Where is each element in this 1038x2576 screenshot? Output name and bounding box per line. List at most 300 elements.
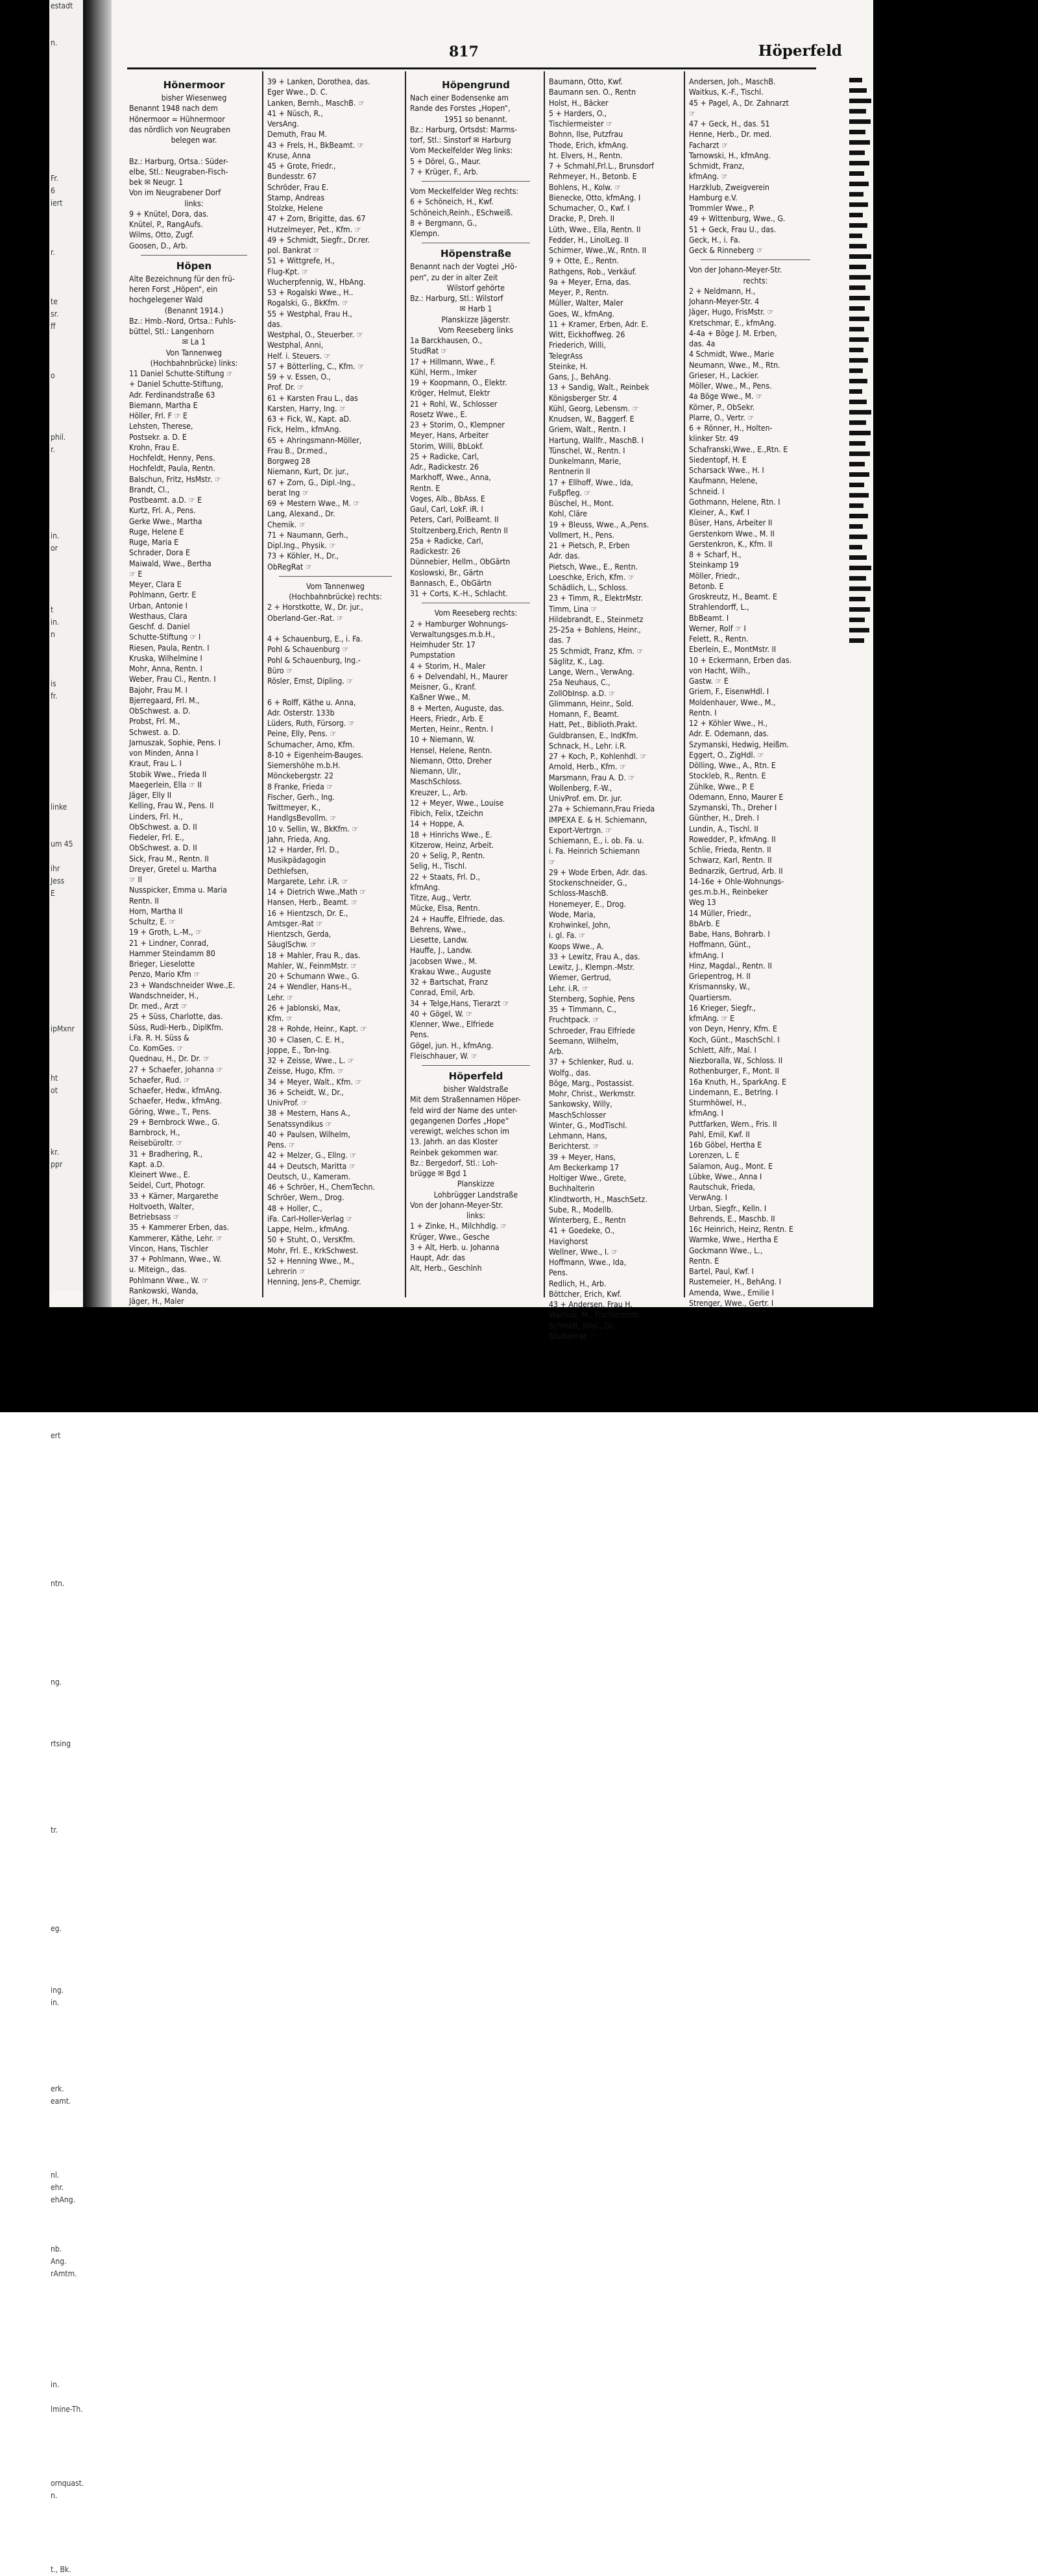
margin-fragment [49,2366,83,2379]
directory-line: Penzo, Mario Kfm ☞ [129,970,200,980]
directory-line: 8 + Bergmann, G., [410,218,477,228]
directory-line: 4 Schmidt, Wwe., Marie [689,350,774,359]
directory-line: VersAng. [267,119,299,128]
directory-line: 23 + Wandschneider Wwe.,E. [129,980,235,990]
directory-line: 63 + Fick, W., Kapt. aD. [267,415,352,424]
margin-fragment [49,357,83,370]
directory-line: Möller, Friedr., [689,571,740,581]
directory-line: 27 + Koch, P., Kohlenhdl. ☞ [549,752,647,761]
directory-line: Johann-Meyer-Str. 4 [689,297,760,306]
directory-line: Neumann, Wwe., M., Rtn. [689,360,780,370]
directory-line: Rehmeyer, H., Betonb. E [549,172,637,182]
margin-fragment [49,271,83,283]
margin-fragment [49,12,83,25]
directory-line: Niezboralla, W., Schloss. II [689,1056,783,1065]
margin-fragment [49,2551,83,2564]
edge-mark [849,524,863,529]
margin-fragment [49,1171,83,1183]
directory-line: Bz.: Hmb.-Nord, Ortsa.: Fuhls- [129,316,236,326]
directory-line: Hoffmann, Günt., [689,940,751,950]
directory-line: kfmAng. I [689,1109,723,1118]
directory-line: Vom Meckelfelder Weg links: [410,146,513,156]
directory-line: HandlgsBevollm. ☞ [267,813,337,823]
directory-line: Hammer Steindamm 80 [129,948,215,958]
margin-fragment [49,1368,83,1380]
margin-fragment: estadt [51,1,73,10]
margin-fragment [49,567,83,579]
directory-line: Wolfg., das. [549,1068,591,1077]
directory-line: Scharsack Wwe., H. I [689,466,764,475]
directory-line: Büser, Hans, Arbeiter II [689,518,773,528]
directory-line: 20 + Schumann Wwe., G. [267,972,360,981]
directory-line: Steinke, H. [549,361,588,371]
margin-fragment: ipMxnr [51,1024,75,1033]
directory-line: Bz.: Harburg, Ortsdst: Marms- [410,125,518,134]
directory-line: das nördlich von Neugraben [129,125,231,134]
directory-line: Adr. das. [549,551,580,561]
directory-line: Stolzke, Helene [267,204,323,213]
margin-fragment: E [51,889,55,898]
directory-line: Kruse, Anna [267,150,311,160]
directory-line: 3 + Alt, Herb. u. Johanna [410,1242,500,1252]
margin-fragment [49,1257,83,1270]
directory-line: bisher Waldstraße [443,1085,509,1094]
directory-line: 7 + Krüger, F., Arb. [410,167,479,176]
directory-line: iFa. Carl-Holler-Verlag ☞ [267,1214,353,1223]
directory-line: UnivProf. em. Dr. jur. [549,794,622,803]
directory-line: Sternberg, Sophie, Pens [549,994,635,1004]
margin-fragment [49,234,83,247]
margin-fragment [49,1701,83,1713]
directory-line: brügge ✉ Bgd 1 [410,1169,467,1178]
directory-line: Dunkelmann, Marie, [549,457,622,466]
margin-fragment: n [51,630,55,639]
margin-fragment [49,1910,83,1923]
margin-fragment [49,1109,83,1122]
directory-line: Brieger, Lieselotte [129,959,195,969]
directory-line: Henne, Herb., Dr. med. [689,130,772,139]
directory-line: Ruge, Helene E [129,527,184,536]
margin-fragment: r. [51,248,55,257]
directory-line: 55 + Westphal, Frau H., [267,309,352,319]
edge-mark [849,586,871,591]
margin-fragment [49,1713,83,1726]
directory-line: 16 Krieger, Siegfr., [689,1003,756,1013]
directory-line: Andersen, Joh., MaschB. [689,77,776,86]
directory-line: Knütel, P., RangAufs. [129,220,203,229]
directory-line: Amtsger.-Rat ☞ [267,919,323,928]
directory-line: Vincon, Hans, Tischler [129,1244,208,1253]
directory-line: 14 + Hoppe, A. [410,819,465,829]
margin-fragment [49,2219,83,2231]
directory-line: 29 + Bernbrock Wwe., G. [129,1117,220,1127]
directory-line: Rösler, Ernst, Dipling. ☞ [267,677,354,686]
edge-mark [849,317,869,321]
directory-line: Heimhuder Str. 17 [410,640,476,649]
directory-line: 8 + Scharf, H., [689,550,742,559]
directory-line: Hoffmann, Wwe., Ida, [549,1258,627,1267]
directory-line: Amenda, Wwe., Emilie I [689,1288,774,1297]
directory-line [129,145,259,156]
directory-line: Mit dem Straßennamen Höper- [410,1095,521,1105]
margin-fragment [49,1319,83,1331]
directory-line: Lundin, A., Tischl. II [689,824,758,834]
edge-mark [849,358,868,363]
directory-line: Strahlendorff, L., [689,603,749,612]
margin-fragment [49,1380,83,1393]
directory-line: Grieser, H., Lackier. [689,370,760,380]
directory-line: Griem, Walt., Rentn. I [549,425,626,435]
directory-line: Benannt nach der Vogtei „Hö- [410,262,518,272]
directory-line: Chemik. ☞ [267,520,306,529]
directory-line: 53 + Rogalski Wwe., H.. [267,288,354,297]
margin-fragment [49,111,83,123]
directory-line: 17 + Ellhoff, Wwe., Ida, [549,477,633,487]
margin-fragment [49,86,83,99]
directory-line: 22 + Staats, Frl. D., [410,872,481,882]
directory-line: Adr. Osterstr. 133b [267,708,335,717]
margin-fragment [49,493,83,505]
margin-fragment: nb. [51,2245,62,2254]
directory-line: Haupt, Adr. das [410,1253,465,1262]
directory-line: Reinbek gekommen war. [410,1148,498,1157]
edge-mark [849,545,862,549]
street-heading: Hönermoor [163,79,225,91]
directory-line: Lehr. ☞ [267,993,294,1002]
directory-line: Timm, Lina ☞ [549,604,597,614]
margin-fragment [49,1393,83,1405]
directory-line: Pens. [410,1030,429,1040]
edge-mark [849,306,865,311]
directory-line: Meyer, P., Rentn. [549,288,609,297]
directory-line: Sick, Frau M., Rentn. II [129,854,209,863]
directory-line: Kaßner Wwe., M. [410,693,471,703]
directory-line: Kfm. ☞ [267,1014,293,1023]
directory-line: 4 + Storim, H., Maler [410,661,486,671]
directory-line: Hildebrandt, E., Steinmetz [549,614,644,624]
directory-line: 28 + Rohde, Heinr., Kapt. ☞ [267,1024,367,1034]
directory-line: 6 + Rolff, Käthe u. Anna, [267,697,356,707]
directory-line: 49 + Wittenburg, Wwe., G. [689,214,786,224]
directory-line: Klempn. [410,229,440,238]
directory-line: Vom Reeseberg rechts: [434,608,518,618]
margin-fragment [49,2317,83,2329]
directory-line: 12 + Harder, Frl. D., [267,845,339,854]
directory-line: BbBeamt. I [689,613,729,623]
directory-line: kfmAng. ☞ [689,172,728,182]
directory-line: Schirmer, Wwe.,W., Rntn. II [549,246,647,255]
margin-fragment [49,1775,83,1787]
directory-line: Voges, Alb., BbAss. E [410,494,485,503]
margin-fragment [49,2502,83,2514]
directory-line: Henning, Jens-P., Chemigr. [267,1277,361,1287]
directory-line: Marsmann, Frau A. D. ☞ [549,773,635,782]
directory-line: BbArb. E [689,919,720,928]
directory-line: Szymanski, Th., Dreher I [689,803,777,812]
directory-line: Holtvoeth, Walter, [129,1201,195,1211]
column-3 [408,77,544,1299]
directory-line: Westhaus, Clara [129,611,187,621]
directory-line: 35 + Timmann, C., [549,1005,616,1014]
directory-line: Baumann, Otto, Kwf. [549,77,623,86]
directory-line: Rentn. E [689,1256,719,1266]
directory-line: Kurtz, Frl. A., Pens. [129,506,196,516]
column-divider [262,71,263,1297]
directory-line: Wellner, Wwe., I. ☞ [549,1247,618,1257]
directory-line: 21 + Lindner, Conrad, [129,938,209,948]
edge-mark [849,150,865,155]
margin-fragment [49,1208,83,1220]
directory-line: Frau B., Dr.med., [267,446,328,455]
directory-line: 23 + Timm, R., ElektrMstr. [549,594,643,603]
directory-line: Koch, Günt., MaschSchl. I [689,1035,780,1044]
directory-line: Quartiersm. [689,993,732,1002]
directory-line: Pohl & Schauenburg, Ing.- [267,655,361,665]
directory-line: 21 + Rohl, W., Schlosser [410,399,498,409]
margin-fragment [49,2157,83,2169]
directory-line: Meyer, Clara E [129,580,182,589]
directory-line: Karsten, Harry, Ing. ☞ [267,403,346,413]
margin-fragment [49,382,83,394]
directory-line: 25-25a + Bohlens, Heinr., [549,625,641,634]
margin-fragment [49,2021,83,2034]
directory-line: Königsberger Str. 4 [549,393,618,403]
directory-line: Arnold, Herb., Kfm. ☞ [549,762,626,772]
directory-line: Bienecke, Otto, kfmAng. I [549,193,641,202]
directory-line: 21 + Pietsch, P., Erben [549,541,630,550]
directory-line: Szymanski, Hedwig, Heißm. [689,740,790,749]
directory-line: Schwest. a. D. [129,727,180,737]
directory-line: Siemershöhe m.b.H. [267,761,341,770]
margin-fragment: n. [51,38,58,47]
margin-fragment [49,1220,83,1233]
directory-line: Lorenzen, L. E [689,1151,740,1161]
directory-line: Lehr. i.R. ☞ [549,983,588,993]
directory-line: das. 4a [689,339,716,348]
directory-line: 51 + Wittgrefe, H., [267,256,335,266]
directory-line: pen“, zu der in alter Zeit [410,272,498,282]
directory-line: Lüders, Ruth, Fürsorg. ☞ [267,719,355,728]
margin-fragment [49,1306,83,1319]
directory-line: 19 + Groth, L.-M., ☞ [129,928,202,937]
directory-line: kfmAng. [410,882,441,892]
margin-fragment: ntn. [51,1579,65,1588]
directory-line: Alt, Herb., Geschlnh [410,1264,482,1273]
directory-line: 2 + Hamburger Wohnungs- [410,619,509,629]
margin-fragment [49,136,83,148]
directory-line: belegen war. [171,136,217,145]
directory-line: Senatssyndikus ☞ [267,1119,332,1129]
margin-fragment [49,1134,83,1146]
margin-fragment [49,259,83,271]
margin-fragment [49,518,83,530]
directory-line: Müller, Walter, Maler [549,298,623,308]
directory-line: Verwaltungsges.m.b.H., [410,629,496,639]
directory-line: Schloss-MaschB. [549,889,609,898]
directory-line: Bz.: Harburg, Stl.: Wilstorf [410,294,503,303]
directory-line: Hientzsch, Gerda, [267,930,332,939]
margin-fragment [49,1763,83,1775]
directory-line: Koslowski, Br., Gärtn [410,568,484,577]
directory-line: Niemann, Ulr., [410,767,461,776]
directory-line: bisher Wiesenweg [161,93,227,102]
margin-fragment: o [51,371,55,380]
directory-line: Mohr, Anna, Rentn. I [129,664,202,673]
directory-line: 2 + Neldmann, H., [689,286,756,296]
directory-line: Schultz, E. ☞ [129,917,176,926]
directory-line: Geck & Rinneberg ☞ [689,246,763,255]
directory-line: Horn, Martha II [129,906,183,916]
margin-fragment [49,715,83,727]
column-divider [684,71,685,1297]
margin-fragment: tr. [51,1825,58,1835]
margin-fragment [49,2046,83,2058]
directory-line: Babe, Hans, Bohrarb. I [689,930,770,939]
directory-line: 4 + Schauenburg, E., i. Fa. [267,634,363,644]
margin-fragment [49,2539,83,2551]
section-separator [701,259,810,260]
directory-line: ✉ La 1 [182,337,206,347]
column-1 [127,77,261,1306]
margin-fragment [49,1849,83,1861]
margin-fragment: ng. [51,1678,62,1687]
directory-line: 59 + v. Essen, O., [267,372,331,381]
directory-line: Kraut, Frau L. I [129,759,182,769]
directory-line: Titze, Aug., Vertr. [410,893,472,902]
directory-line: Bz.: Bergedorf, Stl.: Loh- [410,1158,498,1168]
column-4 [547,77,684,1341]
directory-line: Wiemer, Gertrud, [549,973,612,983]
margin-fragment [49,776,83,789]
directory-line: Krüger, Wwe., Gesche [410,1232,490,1242]
directory-line: Lehmann, Hans, [549,1131,607,1140]
directory-line: Fußpfleg. ☞ [549,488,591,498]
directory-line: Jäger, Hugo, FrisMstr. ☞ [689,307,774,317]
directory-line: ObSchwest. a. D. II [129,822,197,832]
margin-fragment [49,2108,83,2120]
margin-fragment [49,727,83,740]
directory-line: Liesette, Landw. [410,935,468,945]
directory-line: Schädlich, L., Schloss. [549,583,628,592]
directory-line: von Hacht, Wilh., [689,666,751,675]
directory-line: Ruge, Maria E [129,538,179,547]
directory-line: Gerstenkron, K., Kfm. II [689,539,773,549]
directory-line: 9a + Meyer, Erna, das. [549,277,631,287]
margin-fragment: fr. [51,692,58,701]
margin-fragment [49,1886,83,1898]
directory-line: 42 + Melzer, G., Ellng. ☞ [267,1151,357,1161]
directory-line: Dreyer, Gretel u. Martha [129,864,217,874]
directory-line: Schaefer, Rud. ☞ [129,1075,191,1085]
margin-fragment: r. [51,445,55,454]
directory-line: Koops Wwe., A. [549,941,604,951]
directory-line: Fischer, Gerh., Ing. [267,792,335,802]
margin-fragment [49,1035,83,1048]
directory-line: 45 + Pagel, A., Dr. Zahnarzt [689,98,789,108]
directory-line: 4a Böge Wwe., M. ☞ [689,392,762,402]
margin-fragment [49,1442,83,1454]
directory-line: 45 + Grote, Friedr., [267,162,336,171]
directory-line: 5 + Harders, O., [549,108,607,118]
directory-line: ☞ [689,108,695,118]
directory-line: Eberlein, E., MontMstr. II [689,645,777,655]
directory-line: Lüth, Wwe., Ella, Rentn. II [549,224,641,234]
directory-line: 25 Schmidt, Franz, Kfm. ☞ [549,646,644,656]
directory-line: Barnbrock, H., [129,1128,180,1137]
margin-fragment [49,2280,83,2293]
column-divider [544,71,545,1297]
directory-line: Rentn. E [410,483,441,493]
directory-line: Gockmann Wwe., L., [689,1246,763,1255]
directory-line: Mönckebergstr. 22 [267,771,333,781]
margin-fragment: in. [51,618,60,627]
directory-line: Bundesstr. 67 [267,172,317,182]
directory-line: Lange, Wern., VerwAng. [549,668,634,677]
directory-line: links: [184,199,204,208]
directory-line: Kohl, Cläre [549,509,588,519]
edge-mark [849,576,866,581]
edge-mark [849,472,869,477]
edge-mark [849,78,862,82]
margin-fragment [49,826,83,838]
directory-line: bek ✉ Neugr. 1 [129,178,184,187]
directory-line: Bajohr, Frau M. I [129,685,187,695]
directory-line: 13. Jahrh. an das Kloster [410,1137,498,1147]
edge-mark [849,503,863,508]
column-2 [265,77,405,1299]
directory-line: ZollObInsp. a.D. ☞ [549,688,616,698]
margin-fragment: kr. [51,1148,60,1157]
margin-fragment [49,937,83,949]
margin-fragment: ornquast. [51,2479,84,2488]
directory-line: 27 + Schaefer, Johanna ☞ [129,1065,223,1074]
directory-line: 16a Knuth, H., SparkAng. E [689,1077,787,1087]
margin-fragment [49,703,83,715]
edge-mark [849,202,868,207]
directory-line: Schumacher, O., Kwf. I [549,204,630,213]
directory-line: Hutzelmeyer, Pet., Kfm. ☞ [267,224,361,234]
directory-line: Dethlefsen, [267,866,309,876]
directory-line: Tarnowski, H., kfmAng. [689,150,771,160]
margin-fragment [49,210,83,222]
scan-border-right [873,0,1038,1412]
margin-fragment: phil. [51,433,66,442]
directory-line: Dipl.Ing., Physik. ☞ [267,541,336,550]
directory-line: Mücke, Elsa, Rentn. [410,904,480,913]
directory-line: 71 + Naumann, Gerh., [267,530,348,540]
margin-fragment [49,62,83,74]
margin-fragment: sr. [51,309,59,319]
directory-line: 67 + Zorn, G., Dipl.-Ing., [267,477,356,487]
margin-fragment [49,1491,83,1504]
edge-mark [849,628,869,632]
margin-fragment [49,1553,83,1565]
margin-fragment [49,419,83,431]
directory-line: Nusspicker, Emma u. Maria [129,885,227,895]
directory-line: Lang, Alexand., Dr. [267,509,335,519]
directory-line: Dracke, P., Dreh. II [549,214,615,224]
directory-line: Plarre, O., Vertr. ☞ [689,413,754,422]
margin-fragment [49,2145,83,2157]
directory-line: Westphal, Anni, [267,341,324,350]
margin-fragment: eamt. [51,2097,71,2106]
margin-fragment [49,1183,83,1196]
directory-line: Radickestr. 26 [410,547,461,556]
section-separator [279,576,392,577]
directory-line: Schmidt, Johs., Dr., [549,1321,617,1330]
margin-fragment [49,2009,83,2021]
directory-line: Waitkus, M., Tischlermstr. [549,1310,640,1320]
